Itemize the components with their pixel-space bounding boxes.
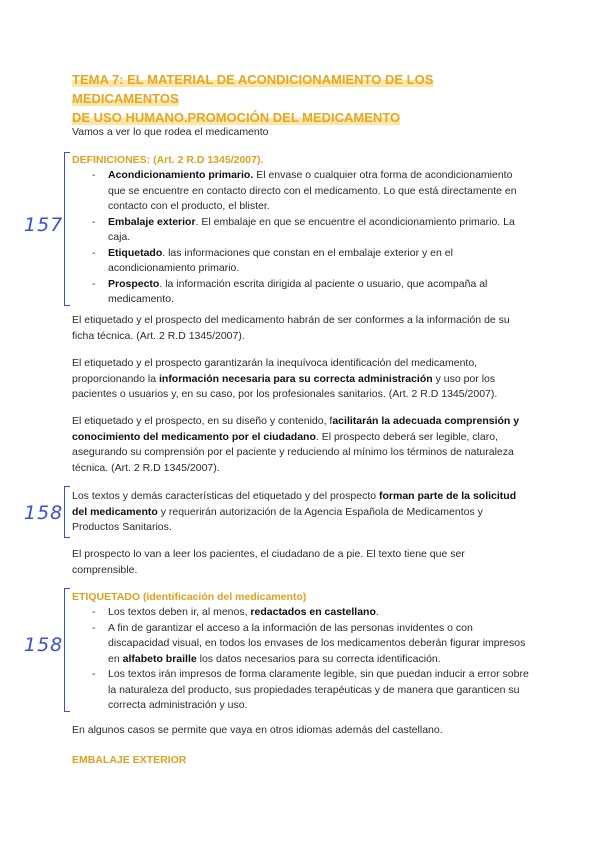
definitions-list	[90, 168, 530, 308]
definitions-heading: DEFINICIONES: (Art. 2 R.D 1345/2007).	[72, 154, 264, 166]
margin-page-number: 157	[24, 214, 64, 236]
paragraph-idiomas: En algunos casos se permite que vaya en otros idiomas además del castellano.	[72, 724, 443, 736]
title-line-1: TEMA 7: EL MATERIAL DE ACONDICIONAMIENTO DE LOS MEDICAMENTOS	[72, 72, 434, 106]
list-item: - Acondicionamiento primario. El envase o cualquier otra forma de acondicionamiento que se encuentre en contacto directo con el medicamento. Lo que está directamente en contacto con el producto, el blister.	[90, 168, 530, 215]
paragraph-prospecto: El prospecto lo van a leer los pacientes, el ciudadano de a pie. El texto tiene que ser comprensible.	[72, 548, 465, 576]
intro-paragraph: Vamos a ver lo que rodea el medicamento	[72, 126, 269, 138]
etiquetado-list	[90, 605, 530, 714]
list-item: - Embalaje exterior. El embalaje en que se encuentre el acondicionamiento primario. La caja.	[90, 215, 530, 246]
margin-page-number: 158	[24, 634, 64, 656]
list-item: - A fin de garantizar el acceso a la información de las personas invidentes o con discapacidad visual, en todos los envases de los medicamentos deberán figurar impresos en alfabeto braille los datos necesarios para su correcta identificación.	[90, 621, 530, 668]
page-title	[72, 70, 532, 127]
paragraph-ficha-tecnica: El etiquetado y el prospecto del medicamento habrán de ser conformes a la información de su ficha técnica. (Art. 2 R.D 1345/2007).	[72, 314, 510, 342]
title-line-2: DE USO HUMANO.PROMOCIÓN DEL MEDICAMENTO	[72, 110, 401, 125]
paragraph-solicitud: Los textos y demás características del etiquetado y del prospecto forman parte de la solicitud del medicamento y requerirán autorización de la Agencia Española de Medicamentos y Productos Sanitarios.	[72, 490, 517, 533]
list-item: - Los textos irán impresos de forma claramente legible, sin que puedan inducir a error sobre la naturaleza del producto, sus propiedades terapéuticas y de manera que garanticen su correcta administración y uso.	[90, 667, 530, 714]
annotation-bracket	[64, 588, 70, 712]
annotation-bracket	[64, 152, 70, 306]
list-item: - Etiquetado. las informaciones que constan en el embalaje exterior y en el acondicionamiento primario.	[90, 246, 530, 277]
list-item: - Los textos deben ir, al menos, redactados en castellano.	[90, 605, 530, 621]
embalaje-heading: EMBALAJE EXTERIOR	[72, 754, 187, 766]
paragraph-comprension: El etiquetado y el prospecto, en su diseño y contenido, facilitarán la adecuada comprensión y conocimiento del medicamento por el ciudadano. El prospecto deberá ser legible, claro, asegurando su comprensión por el paciente y reduciendo al mínimo los términos de naturaleza técnica. (Art. 2 R.D 1345/2007).	[72, 415, 520, 474]
margin-page-number: 158	[24, 502, 64, 524]
etiquetado-heading: ETIQUETADO (identificación del medicamento)	[72, 591, 307, 603]
annotation-bracket	[64, 486, 70, 538]
paragraph-identificacion: El etiquetado y el prospecto garantizarán la inequívoca identificación del medicamento, proporcionando la información necesaria para su correcta administración y uso por los pacientes o usuarios y, en su caso, por los profesionales sanitarios. (Art. 2 R.D 1345/2007).	[72, 357, 498, 400]
list-item: - Prospecto. la información escrita dirigida al paciente o usuario, que acompaña al medicamento.	[90, 277, 530, 308]
